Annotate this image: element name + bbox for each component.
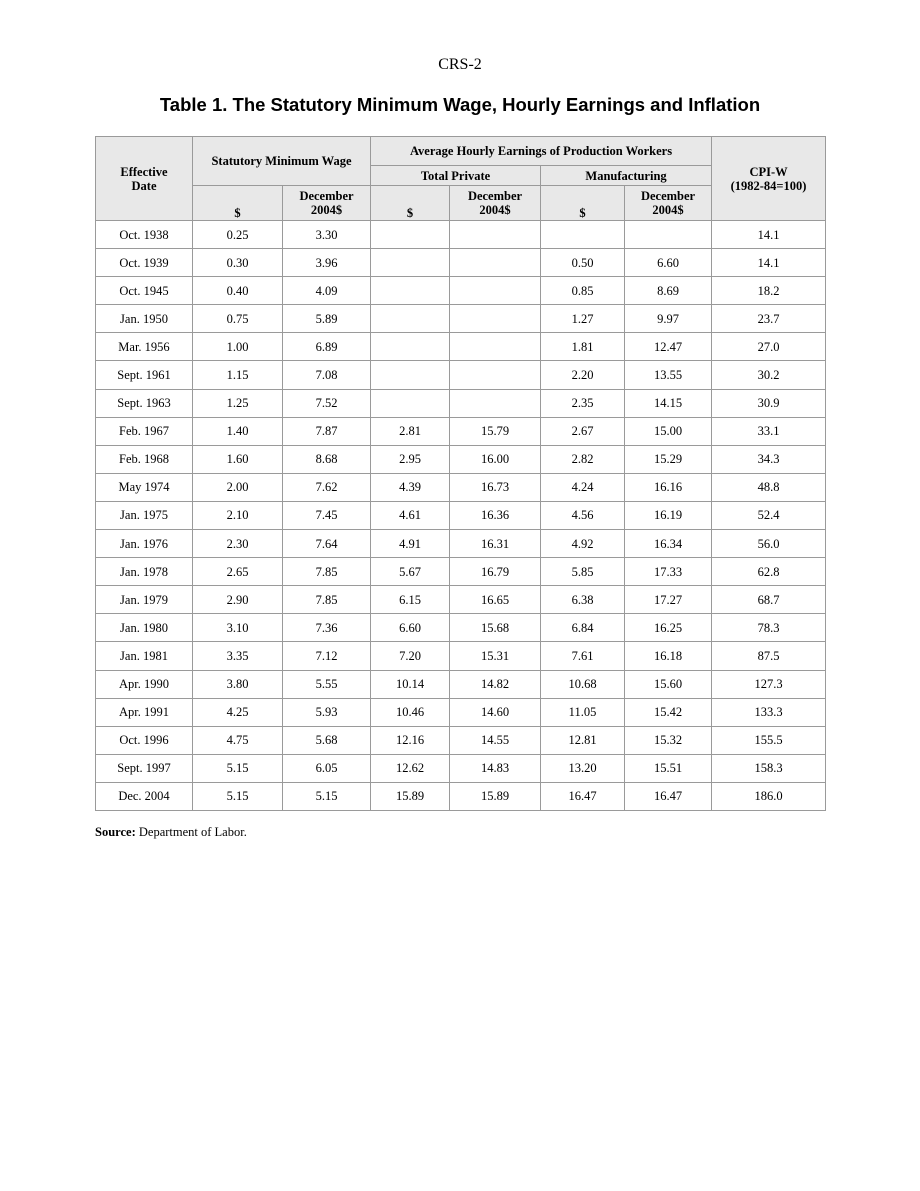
- cell-date: Oct. 1939: [96, 249, 193, 277]
- cell-mf04: 6.60: [625, 249, 712, 277]
- cell-tp04: [450, 277, 541, 305]
- cell-tp04: [450, 249, 541, 277]
- table-row: [96, 501, 826, 529]
- cell-mf04: 15.60: [625, 670, 712, 698]
- table-row: [96, 277, 826, 305]
- cell-mf: 4.92: [541, 530, 625, 558]
- source-label: Source:: [95, 825, 136, 839]
- cell-mw04: 7.08: [283, 361, 371, 389]
- cell-tp04: 16.65: [450, 586, 541, 614]
- cell-date: Jan. 1978: [96, 558, 193, 586]
- cell-tp: [371, 389, 450, 417]
- cell-mf: 6.38: [541, 586, 625, 614]
- cell-mw04: 4.09: [283, 277, 371, 305]
- cell-tp: 10.46: [371, 698, 450, 726]
- cell-tp04: 15.89: [450, 782, 541, 810]
- cell-mw04: 7.85: [283, 558, 371, 586]
- cell-tp: 2.95: [371, 445, 450, 473]
- cell-date: Apr. 1991: [96, 698, 193, 726]
- cell-tp: 5.67: [371, 558, 450, 586]
- cell-date: Feb. 1968: [96, 445, 193, 473]
- cell-tp: [371, 277, 450, 305]
- cell-mf: 13.20: [541, 754, 625, 782]
- cell-mf04: 13.55: [625, 361, 712, 389]
- cell-mw: 5.15: [193, 754, 283, 782]
- cell-mf04: [625, 221, 712, 249]
- cell-date: Jan. 1950: [96, 305, 193, 333]
- cell-cpi: 30.9: [712, 389, 826, 417]
- cell-mw: 1.15: [193, 361, 283, 389]
- cell-date: Sept. 1963: [96, 389, 193, 417]
- cell-cpi: 56.0: [712, 530, 826, 558]
- cell-mw04: 5.68: [283, 726, 371, 754]
- cell-mw: 3.35: [193, 642, 283, 670]
- cell-mf: 11.05: [541, 698, 625, 726]
- cell-mw: 2.30: [193, 530, 283, 558]
- cell-tp: 10.14: [371, 670, 450, 698]
- header-average-hourly-earnings: Average Hourly Earnings of Production Workers: [371, 137, 712, 166]
- cell-tp: 4.39: [371, 473, 450, 501]
- table-row: [96, 726, 826, 754]
- cell-tp04: [450, 221, 541, 249]
- cell-cpi: 62.8: [712, 558, 826, 586]
- cell-date: Sept. 1997: [96, 754, 193, 782]
- cell-date: Jan. 1976: [96, 530, 193, 558]
- cell-cpi: 127.3: [712, 670, 826, 698]
- table-row: [96, 698, 826, 726]
- cell-mf04: 15.42: [625, 698, 712, 726]
- cell-mf04: 16.18: [625, 642, 712, 670]
- header-effective-date: Effective Date: [96, 137, 193, 221]
- cell-date: May 1974: [96, 473, 193, 501]
- cell-mw: 4.25: [193, 698, 283, 726]
- cell-mw04: 7.12: [283, 642, 371, 670]
- cell-date: Mar. 1956: [96, 333, 193, 361]
- cell-date: Jan. 1979: [96, 586, 193, 614]
- cell-mw04: 7.45: [283, 501, 371, 529]
- page-header: CRS-2: [438, 56, 482, 73]
- cell-mf: 5.85: [541, 558, 625, 586]
- table-row: [96, 417, 826, 445]
- cell-cpi: 87.5: [712, 642, 826, 670]
- header-mf-december-2004: December 2004$: [625, 186, 712, 221]
- cell-tp: 6.15: [371, 586, 450, 614]
- cell-mf04: 16.25: [625, 614, 712, 642]
- cell-mf: 7.61: [541, 642, 625, 670]
- table-row: [96, 445, 826, 473]
- table-row: [96, 249, 826, 277]
- cell-tp: [371, 249, 450, 277]
- cell-tp04: 16.36: [450, 501, 541, 529]
- cell-date: Oct. 1938: [96, 221, 193, 249]
- cell-tp04: 14.82: [450, 670, 541, 698]
- cell-mw: 0.30: [193, 249, 283, 277]
- cell-mf: 10.68: [541, 670, 625, 698]
- cell-mf: 1.81: [541, 333, 625, 361]
- cell-mw04: 6.05: [283, 754, 371, 782]
- cell-cpi: 27.0: [712, 333, 826, 361]
- cell-cpi: 186.0: [712, 782, 826, 810]
- cell-tp04: 15.31: [450, 642, 541, 670]
- cell-mf: 2.82: [541, 445, 625, 473]
- cell-mw: 2.65: [193, 558, 283, 586]
- cell-cpi: 14.1: [712, 221, 826, 249]
- cell-tp04: 14.55: [450, 726, 541, 754]
- cell-mw: 2.10: [193, 501, 283, 529]
- cell-mf04: 16.34: [625, 530, 712, 558]
- cell-cpi: 68.7: [712, 586, 826, 614]
- cell-tp: [371, 361, 450, 389]
- cell-tp04: [450, 361, 541, 389]
- cell-mw: 2.00: [193, 473, 283, 501]
- cell-mf04: 12.47: [625, 333, 712, 361]
- header-total-private: Total Private: [371, 166, 541, 186]
- header-cpi-w-label: CPI-W: [749, 164, 788, 179]
- table-row: [96, 670, 826, 698]
- cell-mf04: 16.16: [625, 473, 712, 501]
- cell-mf04: 17.27: [625, 586, 712, 614]
- table-row: [96, 361, 826, 389]
- cell-date: Jan. 1975: [96, 501, 193, 529]
- cell-mw04: 5.93: [283, 698, 371, 726]
- cell-tp04: 14.83: [450, 754, 541, 782]
- cell-mw: 1.00: [193, 333, 283, 361]
- cell-tp: [371, 221, 450, 249]
- cell-mw: 1.60: [193, 445, 283, 473]
- cell-mw04: 7.85: [283, 586, 371, 614]
- cell-cpi: 158.3: [712, 754, 826, 782]
- table-row: [96, 305, 826, 333]
- cell-tp: 4.91: [371, 530, 450, 558]
- cell-tp: 4.61: [371, 501, 450, 529]
- cell-mw: 0.40: [193, 277, 283, 305]
- source-note: [95, 825, 247, 840]
- cell-cpi: 52.4: [712, 501, 826, 529]
- cell-tp04: 15.79: [450, 417, 541, 445]
- cell-mf: 1.27: [541, 305, 625, 333]
- cell-tp04: 15.68: [450, 614, 541, 642]
- cell-mf04: 15.29: [625, 445, 712, 473]
- cell-date: Apr. 1990: [96, 670, 193, 698]
- cell-cpi: 18.2: [712, 277, 826, 305]
- cell-mw04: 6.89: [283, 333, 371, 361]
- table-row: [96, 473, 826, 501]
- wage-table: [95, 136, 826, 811]
- cell-tp: 12.62: [371, 754, 450, 782]
- cell-tp04: [450, 333, 541, 361]
- header-mw-december-2004: December 2004$: [283, 186, 371, 221]
- cell-mw: 5.15: [193, 782, 283, 810]
- cell-mw04: 7.64: [283, 530, 371, 558]
- cell-cpi: 133.3: [712, 698, 826, 726]
- cell-tp: [371, 333, 450, 361]
- header-mf-dollars: $: [541, 186, 625, 221]
- cell-tp04: 16.79: [450, 558, 541, 586]
- cell-mf: 0.85: [541, 277, 625, 305]
- cell-mw: 1.40: [193, 417, 283, 445]
- cell-mf04: 14.15: [625, 389, 712, 417]
- cell-mf04: 8.69: [625, 277, 712, 305]
- cell-mf04: 9.97: [625, 305, 712, 333]
- cell-mf04: 15.32: [625, 726, 712, 754]
- source-text: Department of Labor.: [138, 825, 247, 839]
- cell-mw: 3.10: [193, 614, 283, 642]
- cell-date: Jan. 1981: [96, 642, 193, 670]
- table-row: [96, 586, 826, 614]
- cell-mf04: 15.51: [625, 754, 712, 782]
- cell-cpi: 33.1: [712, 417, 826, 445]
- cell-tp: 7.20: [371, 642, 450, 670]
- cell-mw: 1.25: [193, 389, 283, 417]
- table-body: [96, 221, 826, 811]
- cell-cpi: 48.8: [712, 473, 826, 501]
- cell-tp04: 14.60: [450, 698, 541, 726]
- cell-tp: 12.16: [371, 726, 450, 754]
- header-tp-december-2004: December 2004$: [450, 186, 541, 221]
- cell-date: Dec. 2004: [96, 782, 193, 810]
- cell-mw04: 5.89: [283, 305, 371, 333]
- table-row: [96, 333, 826, 361]
- cell-mw: 4.75: [193, 726, 283, 754]
- cell-tp04: 16.31: [450, 530, 541, 558]
- cell-mf04: 16.47: [625, 782, 712, 810]
- cell-tp: [371, 305, 450, 333]
- cell-tp: 2.81: [371, 417, 450, 445]
- cell-mw04: 7.62: [283, 473, 371, 501]
- header-cpi-w: [712, 137, 826, 221]
- cell-tp04: 16.00: [450, 445, 541, 473]
- cell-mw04: 7.52: [283, 389, 371, 417]
- cell-mf: 16.47: [541, 782, 625, 810]
- cell-tp04: [450, 389, 541, 417]
- cell-date: Feb. 1967: [96, 417, 193, 445]
- cell-cpi: 78.3: [712, 614, 826, 642]
- cell-tp04: 16.73: [450, 473, 541, 501]
- cell-date: Jan. 1980: [96, 614, 193, 642]
- cell-mf: 4.56: [541, 501, 625, 529]
- cell-mw04: 5.55: [283, 670, 371, 698]
- cell-tp: 15.89: [371, 782, 450, 810]
- cell-mw: 0.25: [193, 221, 283, 249]
- cell-mf04: 17.33: [625, 558, 712, 586]
- cell-mf: 2.35: [541, 389, 625, 417]
- table-row: [96, 642, 826, 670]
- table-row: [96, 221, 826, 249]
- cell-mw04: 8.68: [283, 445, 371, 473]
- cell-mf: [541, 221, 625, 249]
- cell-mw04: 3.30: [283, 221, 371, 249]
- cell-tp: 6.60: [371, 614, 450, 642]
- header-manufacturing: Manufacturing: [541, 166, 712, 186]
- header-mw-dollars: $: [193, 186, 283, 221]
- cell-mw04: 7.87: [283, 417, 371, 445]
- cell-mf04: 16.19: [625, 501, 712, 529]
- cell-date: Oct. 1945: [96, 277, 193, 305]
- cell-cpi: 34.3: [712, 445, 826, 473]
- cell-mw04: 5.15: [283, 782, 371, 810]
- cell-date: Sept. 1961: [96, 361, 193, 389]
- table-row: [96, 614, 826, 642]
- cell-mw: 3.80: [193, 670, 283, 698]
- cell-mf: 4.24: [541, 473, 625, 501]
- page-title: Table 1. The Statutory Minimum Wage, Hourly Earnings and Inflation: [159, 94, 761, 115]
- cell-mf: 0.50: [541, 249, 625, 277]
- cell-mw04: 7.36: [283, 614, 371, 642]
- header-cpi-w-base: (1982-84=100): [730, 178, 807, 193]
- table-row: [96, 389, 826, 417]
- table-row: [96, 754, 826, 782]
- cell-mw: 0.75: [193, 305, 283, 333]
- cell-mf: 2.20: [541, 361, 625, 389]
- table-row: [96, 558, 826, 586]
- cell-mw04: 3.96: [283, 249, 371, 277]
- cell-tp04: [450, 305, 541, 333]
- cell-mf: 12.81: [541, 726, 625, 754]
- cell-mw: 2.90: [193, 586, 283, 614]
- cell-cpi: 155.5: [712, 726, 826, 754]
- cell-mf: 2.67: [541, 417, 625, 445]
- cell-cpi: 14.1: [712, 249, 826, 277]
- cell-date: Oct. 1996: [96, 726, 193, 754]
- cell-mf: 6.84: [541, 614, 625, 642]
- header-statutory-minimum-wage: Statutory Minimum Wage: [193, 137, 371, 186]
- cell-cpi: 23.7: [712, 305, 826, 333]
- cell-cpi: 30.2: [712, 361, 826, 389]
- header-tp-dollars: $: [371, 186, 450, 221]
- cell-mf04: 15.00: [625, 417, 712, 445]
- table-row: [96, 782, 826, 810]
- table-row: [96, 530, 826, 558]
